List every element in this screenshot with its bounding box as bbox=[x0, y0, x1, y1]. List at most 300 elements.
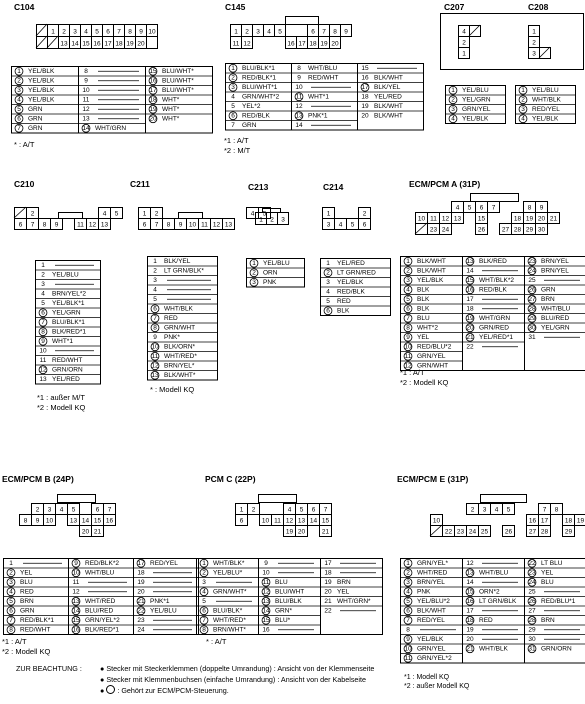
c104-face-cell bbox=[37, 37, 48, 49]
legend-heading: ZUR BEACHTUNG : bbox=[16, 664, 82, 673]
c210-pin-number: 7 bbox=[41, 319, 45, 327]
c104-wire-color: BLU/WHT* bbox=[162, 68, 194, 76]
c104-wire-color: YEL/BLK bbox=[28, 96, 55, 104]
c214-pin-number: 6 bbox=[326, 307, 330, 315]
c211-face-pin-number: 4 bbox=[250, 210, 255, 218]
c210-pin-number: 8 bbox=[41, 328, 45, 336]
c210-pin-number: 6 bbox=[41, 309, 45, 317]
c104-face-pin-number: 3 bbox=[73, 28, 77, 36]
c211-wire-color: PNK* bbox=[164, 334, 180, 342]
ecm_b-pin-number: 20 bbox=[137, 588, 145, 596]
ecm_b-pin-number: 7 bbox=[9, 617, 13, 625]
c104-pin-number: 14 bbox=[82, 125, 90, 133]
c214-wire-color: BLK bbox=[337, 307, 350, 315]
c208-face-cell bbox=[540, 48, 551, 59]
pcm_c-pin-number: 22 bbox=[324, 607, 332, 615]
c211-wire-color: BLK/YEL bbox=[164, 258, 191, 266]
ecm_b-face-pin-number: 14 bbox=[81, 517, 90, 525]
ecm_a-pin-number: 10 bbox=[404, 343, 412, 351]
ecm_b-pin-number: 21 bbox=[137, 598, 145, 606]
ecm_a-wire-color: YEL/GRN bbox=[541, 324, 570, 332]
ecm_a-face-pin-number: 13 bbox=[453, 215, 462, 223]
ecm_b-wire-color: YEL bbox=[20, 569, 33, 577]
c104-note: * : A/T bbox=[14, 140, 35, 149]
ecm_a-pin-number: 19 bbox=[466, 315, 474, 323]
c145-wire-color: RED/BLK*1 bbox=[242, 74, 276, 82]
ecm_a-face-pin-number: 18 bbox=[513, 215, 522, 223]
ecm_b-wire-color: GRN bbox=[20, 607, 35, 615]
c211-face-pin-number: 7 bbox=[154, 221, 159, 229]
pcm_c-face-pin-number: 15 bbox=[321, 517, 330, 525]
c145-face-pin-number: 18 bbox=[309, 40, 317, 48]
ecm_e-pin-number: 22 bbox=[528, 560, 536, 568]
ecm_e-face-pin-number: 17 bbox=[540, 517, 549, 525]
ecm_e-face-pin-number: 8 bbox=[554, 506, 559, 514]
ecm_a-face-pin-number: 5 bbox=[467, 204, 472, 212]
c207-blank-cell-slash bbox=[469, 25, 480, 36]
ecm_b-wire-color: BLU/RED bbox=[85, 607, 114, 615]
ecm_a-face-pin-number: 15 bbox=[477, 215, 486, 223]
c145-pin-number: 9 bbox=[297, 74, 301, 82]
c208-pin-number: 4 bbox=[521, 115, 525, 123]
ecm_e-pin-number: 1 bbox=[406, 560, 410, 568]
c213-wire-color: PNK bbox=[263, 279, 277, 287]
c211-face-pin-number: 13 bbox=[224, 221, 233, 229]
ecm_b-pin-number: 15 bbox=[72, 617, 80, 625]
ecm_b-face-pin-number: 8 bbox=[23, 517, 28, 525]
pcm_c-wire-color: YEL bbox=[337, 588, 350, 596]
c145-pin-number: 4 bbox=[231, 93, 235, 101]
ecm_b-wire-color: BRN bbox=[20, 598, 34, 606]
c104-blank-cell-slash bbox=[36, 24, 47, 36]
ecm_e-pin-number: 2 bbox=[406, 569, 410, 577]
c104-blank-cell-slash bbox=[36, 36, 47, 48]
ecm_a-pin-number: 15 bbox=[466, 277, 474, 285]
ecm_e-pin-number: 25 bbox=[528, 588, 536, 596]
ecm_b-wire-color: BLU bbox=[20, 579, 33, 587]
ecm_e-wire-color: BLK/WHT bbox=[417, 607, 446, 615]
pcm_c-face-pin-number: 14 bbox=[309, 517, 318, 525]
c210-title: C210 bbox=[14, 179, 35, 189]
c145-wire-color: WHT*1 bbox=[308, 93, 329, 101]
c145-pin-number: 12 bbox=[295, 103, 303, 111]
pcm_c-pin-number: 19 bbox=[324, 579, 332, 587]
ecm_b-pin-number: 4 bbox=[9, 588, 13, 596]
c207-face-cell bbox=[470, 26, 481, 37]
c210-wire-color: BLK/RED*1 bbox=[52, 328, 86, 336]
c211-pin-number: 3 bbox=[153, 277, 157, 285]
pcm_c-face-pin-number: 1 bbox=[239, 506, 244, 514]
ecm-a-title: ECM/PCM A (31P) bbox=[409, 179, 481, 189]
c214-wire-color: YEL/RED bbox=[337, 260, 365, 268]
c214-face-pin-number: 4 bbox=[338, 221, 343, 229]
ecm_e-face-pin-number: 7 bbox=[542, 506, 547, 514]
c210-notes: *1 : außer M/T *2 : Modell KQ bbox=[37, 393, 86, 412]
c145-pin-number: 14 bbox=[295, 122, 303, 130]
c214-wire-color: RED/BLK bbox=[337, 288, 365, 296]
c210-face-pin-number: 9 bbox=[54, 221, 59, 229]
c145-lock-tab bbox=[286, 17, 319, 25]
c145-pin-number: 17 bbox=[361, 84, 369, 92]
ecm_a-wire-color: RED/BLU*2 bbox=[417, 343, 452, 351]
c210-face-pin-number: 8 bbox=[42, 221, 47, 229]
ecm_b-wire-color: RED/YEL bbox=[150, 560, 178, 568]
ecm_a-face-pin-number: 4 bbox=[455, 204, 460, 212]
c104-pin-number: 10 bbox=[82, 87, 90, 95]
c145-wire-color: YEL/RED bbox=[374, 93, 402, 101]
ecm_e-pin-number: 26 bbox=[528, 598, 536, 606]
c104-wire-color: BLU/WHT* bbox=[162, 77, 194, 85]
c104-face-pin-number: 17 bbox=[104, 40, 112, 48]
ecm_a-face-pin-number: 30 bbox=[537, 226, 546, 234]
ecm_a-face-pin-number: 7 bbox=[491, 204, 496, 212]
ecm_b-pin-number: 13 bbox=[72, 598, 80, 606]
c210-pin-number: 3 bbox=[41, 281, 45, 289]
c213-title: C213 bbox=[248, 182, 269, 192]
ecm_a-pin-number: 21 bbox=[466, 334, 474, 342]
ecm_e-pin-number: 17 bbox=[466, 607, 474, 615]
ecm_e-pin-number: 4 bbox=[406, 588, 410, 596]
c145-notes: *1 : A/T *2 : M/T bbox=[224, 136, 251, 155]
c104-face-cell bbox=[48, 37, 59, 49]
c104-face-pin-number: 15 bbox=[82, 40, 90, 48]
ecm_a-wire-color: BLK bbox=[417, 286, 430, 294]
ecm_e-face-pin-number: 10 bbox=[432, 517, 441, 525]
c104-pin-number: 3 bbox=[17, 87, 21, 95]
c104-wire-color: GRN bbox=[28, 125, 43, 133]
ecm_e-pin-number: 15 bbox=[466, 588, 474, 596]
c210-blank-cell-slash bbox=[14, 207, 26, 218]
c211-face-pin-number: 9 bbox=[178, 221, 183, 229]
c145-pin-number: 11 bbox=[295, 93, 303, 101]
pcm_c-wire-color: GRN/WHT* bbox=[213, 588, 247, 596]
c104-wire-color: GRN bbox=[28, 106, 43, 114]
filled-dot-icon: ● bbox=[100, 664, 105, 673]
c145-pin-number: 7 bbox=[231, 122, 235, 130]
filled-dot-icon: ● bbox=[100, 675, 105, 684]
ecm_a-pin-number: 12 bbox=[404, 362, 412, 370]
ecm_a-wire-color: RED/BLK bbox=[479, 286, 507, 294]
c104-wire-color: GRN bbox=[28, 115, 43, 123]
c145-face-pin-number: 16 bbox=[287, 40, 295, 48]
pcm_c-face-pin-number: 13 bbox=[297, 517, 306, 525]
c104-blank-cell-slash bbox=[47, 36, 58, 48]
ecm_b-pin-number: 6 bbox=[9, 607, 13, 615]
c207-wire-color: YEL/GRN bbox=[462, 96, 491, 104]
pcm_c-wire-color: WHT/RED* bbox=[213, 617, 246, 625]
c211-wire-color: WHT/BLK bbox=[164, 305, 193, 313]
pcm_c-pin-number: 11 bbox=[262, 579, 270, 587]
pcm_c-wire-color: BLU/BLK* bbox=[213, 607, 243, 615]
ecm_b-pin-number: 12 bbox=[72, 588, 80, 596]
c145-wire-color: RED/WHT bbox=[308, 74, 339, 82]
c208-title: C208 bbox=[528, 2, 549, 12]
c104-title: C104 bbox=[14, 2, 35, 12]
c211-face-pin-number: 1 bbox=[142, 210, 147, 218]
ecm_a-wire-color: GRN/RED bbox=[479, 324, 509, 332]
c210-face-pin-number: 11 bbox=[77, 221, 84, 229]
c214-pin-number: 5 bbox=[326, 298, 330, 306]
ecm_a-pin-number: 30 bbox=[528, 324, 536, 332]
ecm_a-pin-number: 29 bbox=[528, 315, 536, 323]
ecm_e-wire-color: BRN/YEL bbox=[417, 579, 445, 587]
c211-face-pin-number: 10 bbox=[188, 221, 197, 229]
ecm-b-notes: *1 : A/T *2 : Modell KQ bbox=[2, 637, 51, 656]
ecm_e-face-pin-number: 24 bbox=[468, 528, 477, 536]
c211-face-pin-number: 12 bbox=[212, 221, 221, 229]
c145-wire-color: BLK/WHT bbox=[374, 112, 403, 120]
c208-wire-color: YEL/BLK bbox=[532, 115, 559, 123]
c104-pin-number: 2 bbox=[17, 77, 21, 85]
pcm_c-wire-color: YEL/BLU* bbox=[213, 569, 243, 577]
c145-pin-number: 8 bbox=[297, 65, 301, 73]
ecm_e-wire-color: ORN*2 bbox=[479, 588, 500, 596]
ecm_a-face-pin-number: 28 bbox=[513, 226, 522, 234]
ecm_b-pin-number: 10 bbox=[72, 569, 80, 577]
pcm_c-pin-number: 12 bbox=[262, 588, 270, 596]
ecm_a-wire-color: YEL/RED*1 bbox=[479, 334, 513, 342]
pcm_c-pin-number: 21 bbox=[324, 598, 332, 606]
ecm_a-pin-number: 25 bbox=[528, 277, 536, 285]
ecm_a-face-pin-number: 26 bbox=[477, 226, 486, 234]
c211-lock-tab bbox=[179, 213, 203, 219]
ecm_e-pin-number: 7 bbox=[406, 617, 410, 625]
pcm_c-pin-number: 1 bbox=[202, 560, 206, 568]
pcm_c-pin-number: 6 bbox=[202, 607, 206, 615]
ecm_b-pin-number: 9 bbox=[74, 560, 78, 568]
c104-pin-number: 8 bbox=[84, 68, 88, 76]
ecm_a-wire-color: WHT/BLU bbox=[541, 305, 571, 313]
ecm_e-wire-color: GRN/YEL* bbox=[417, 560, 449, 568]
ecm_a-wire-color: BLU bbox=[417, 315, 430, 323]
ecm_a-pin-number: 28 bbox=[528, 305, 536, 313]
c145-pin-number: 1 bbox=[231, 65, 235, 73]
c211-pin-number: 7 bbox=[153, 315, 157, 323]
ecm_b-face-pin-number: 21 bbox=[93, 528, 102, 536]
c104-face-pin-number: 10 bbox=[148, 28, 156, 36]
ecm_a-pin-number: 4 bbox=[406, 286, 410, 294]
ecm_e-pin-number: 6 bbox=[406, 607, 410, 615]
ecm_e-face-pin-number: 2 bbox=[470, 506, 475, 514]
c208-blank-cell-slash bbox=[539, 47, 550, 58]
pcm_c-wire-color: WHT/GRN* bbox=[337, 598, 371, 606]
ecm_a-pin-number: 22 bbox=[466, 343, 474, 351]
ecm_b-face-pin-number: 6 bbox=[95, 506, 100, 514]
ecm_b-wire-color: RED/WHT bbox=[20, 626, 51, 634]
c210-face-pin-number: 7 bbox=[30, 221, 35, 229]
ecm_e-pin-number: 21 bbox=[466, 645, 474, 653]
ecm_b-wire-color: YEL/BLU bbox=[150, 607, 177, 615]
c213-wire-color: YEL/BLU bbox=[263, 260, 290, 268]
c145-face-pin-number: 19 bbox=[320, 40, 328, 48]
c145-face-pin-number: 4 bbox=[267, 28, 271, 36]
c145-wire-color: BLU/BLK*1 bbox=[242, 65, 275, 73]
c104-pin-number: 15 bbox=[149, 68, 157, 76]
c145-face-pin-number: 6 bbox=[311, 28, 315, 36]
pcm_c-pin-number: 18 bbox=[324, 569, 332, 577]
ecm_e-wire-color: WHT/RED bbox=[417, 569, 448, 577]
ecm_e-pin-number: 11 bbox=[404, 655, 412, 663]
ecm_e-wire-color: GRN/YEL*2 bbox=[417, 655, 452, 663]
ecm_b-pin-number: 18 bbox=[137, 569, 145, 577]
ecm-e-title: ECM/PCM E (31P) bbox=[397, 474, 469, 484]
c210-wire-color: WHT*1 bbox=[52, 338, 73, 346]
c210-pin-number: 9 bbox=[41, 338, 45, 346]
c210-pin-number: 10 bbox=[39, 347, 47, 355]
ecm_e-pin-number: 20 bbox=[466, 636, 474, 644]
c145-pin-number: 19 bbox=[361, 103, 369, 111]
ecm_e-blank-cell-slash bbox=[430, 525, 442, 536]
ecm_a-face-pin-number: 24 bbox=[441, 226, 450, 234]
c211-wire-color: BRN/YEL* bbox=[164, 362, 195, 370]
ecm_e-wire-color: RED/BLU*1 bbox=[541, 598, 576, 606]
c145-wire-color: GRN bbox=[242, 122, 257, 130]
ecm_a-pin-number: 5 bbox=[406, 296, 410, 304]
pcm_c-wire-color: BLU/BLK bbox=[275, 598, 302, 606]
c210-wire-color: BRN/YEL*2 bbox=[52, 290, 86, 298]
pcm_c-wire-color: BRN/WHT* bbox=[213, 626, 246, 634]
ecm_e-pin-number: 10 bbox=[404, 645, 412, 653]
c211-face-pin-number: 2 bbox=[154, 210, 159, 218]
c145-face-pin-number: 1 bbox=[234, 28, 238, 36]
ecm_e-face-pin-number: 16 bbox=[528, 517, 537, 525]
ecm_e-pin-number: 5 bbox=[406, 598, 410, 606]
c104-pin-number: 4 bbox=[17, 96, 21, 104]
ecm_a-pin-number: 26 bbox=[528, 286, 536, 294]
c210-pin-number: 2 bbox=[41, 271, 45, 279]
c208-wire-color: WHT/BLK bbox=[532, 96, 561, 104]
ecm_e-pin-number: 24 bbox=[528, 579, 536, 587]
ecm_e-pin-number: 18 bbox=[466, 617, 474, 625]
ecm_b-pin-number: 23 bbox=[137, 617, 145, 625]
c207-wire-color: YEL/BLU bbox=[462, 87, 489, 95]
c210-lock-tab bbox=[59, 213, 83, 219]
ecm-a-notes: *1 : A/T *2 : Modell KQ bbox=[400, 368, 449, 387]
pcm_c-pin-number: 16 bbox=[262, 626, 270, 634]
c211-pin-number: 6 bbox=[153, 305, 157, 313]
ecm_a-pin-number: 24 bbox=[528, 267, 536, 275]
c207-pin-number: 2 bbox=[451, 96, 455, 104]
pcm_c-wire-color: BLU* bbox=[275, 617, 291, 625]
c214-pin-number: 4 bbox=[326, 288, 330, 296]
ecm_a-pin-number: 18 bbox=[466, 305, 474, 313]
ecm_b-wire-color: RED bbox=[20, 588, 34, 596]
ecm_a-wire-color: BLK/WHT bbox=[417, 267, 446, 275]
c211-pin-number: 9 bbox=[153, 334, 157, 342]
ecm_a-pin-number: 23 bbox=[528, 258, 536, 266]
c145-face-pin-number: 11 bbox=[232, 40, 240, 48]
pcm_c-face-pin-number: 2 bbox=[251, 506, 256, 514]
ecm_e-face-pin-number: 18 bbox=[564, 517, 573, 525]
ecm_e-pin-number: 16 bbox=[466, 598, 474, 606]
c104-wire-color: YEL/BLK bbox=[28, 87, 55, 95]
c145-pin-number: 18 bbox=[361, 93, 369, 101]
ecm_e-face-pin-number: 23 bbox=[456, 528, 465, 536]
c104-pin-number: 12 bbox=[82, 106, 90, 114]
c213-face-pin-number: 2 bbox=[270, 216, 274, 224]
c211-face-pin-number: 11 bbox=[201, 221, 208, 229]
c210-pin-number: 4 bbox=[41, 290, 45, 298]
c104-wire-color: WHT/GRN bbox=[95, 125, 127, 133]
c145-face-pin-number: 7 bbox=[322, 28, 326, 36]
ecm_e-pin-number: 23 bbox=[528, 569, 536, 577]
ecm_b-pin-number: 24 bbox=[137, 626, 145, 634]
c213-pin-number: 1 bbox=[252, 260, 256, 268]
ecm_a-wire-color: GRN/YEL bbox=[417, 353, 446, 361]
pcm_c-pin-number: 13 bbox=[262, 598, 270, 606]
pcm_c-wire-color: BLU/WHT bbox=[275, 588, 305, 596]
c210-pin-number: 1 bbox=[41, 262, 45, 270]
c145-pin-number: 5 bbox=[231, 103, 235, 111]
c207-wire-color: GRN/YEL bbox=[462, 106, 491, 114]
c145-wire-color: BLK/YEL bbox=[374, 84, 401, 92]
c208-pin-number: 2 bbox=[521, 96, 525, 104]
ecm_e-wire-color: YEL/BLU*2 bbox=[417, 598, 450, 606]
c145-wire-color: BLU/WHT*1 bbox=[242, 84, 278, 92]
ecm_a-wire-color: WHT/BLK*2 bbox=[479, 277, 515, 285]
c145-face-pin-number: 9 bbox=[344, 28, 348, 36]
ecm_a-face-pin-number: 20 bbox=[537, 215, 546, 223]
c145-pin-number: 20 bbox=[361, 112, 369, 120]
ecm_a-wire-color: WHT/GRN bbox=[479, 315, 511, 323]
c210-face-pin-number: 13 bbox=[100, 221, 109, 229]
ecm_e-face-pin-number: 5 bbox=[506, 506, 511, 514]
ecm_a-face-pin-number: 8 bbox=[527, 204, 532, 212]
ecm_e-face-pin-number: 4 bbox=[494, 506, 499, 514]
ecm_a-pin-number: 17 bbox=[466, 296, 474, 304]
ecm_e-wire-color: BLU bbox=[541, 579, 554, 587]
c214-face-pin-number: 6 bbox=[362, 221, 367, 229]
c104-wire-color: WHT* bbox=[162, 96, 180, 104]
c145-face-pin-number: 12 bbox=[243, 40, 251, 48]
ecm_b-pin-number: 3 bbox=[9, 579, 13, 587]
c145-wire-color: RED/BLK bbox=[242, 112, 270, 120]
ecm_b-pin-number: 17 bbox=[137, 560, 145, 568]
ecm-e-notes: *1 : Modell KQ *2 : außer Modell KQ bbox=[404, 674, 470, 690]
pcm_c-wire-color: GRN* bbox=[275, 607, 292, 615]
ecm_b-face-pin-number: 3 bbox=[47, 506, 52, 514]
ecm_a-pin-number: 13 bbox=[466, 258, 474, 266]
ecm_e-pin-number: 19 bbox=[466, 626, 474, 634]
c211-wire-color: RED bbox=[164, 315, 178, 323]
ecm_a-pin-number: 6 bbox=[406, 305, 410, 313]
pcm_c-wire-color: WHT/BLK* bbox=[213, 560, 245, 568]
ecm_e-wire-color: LT BLU bbox=[541, 560, 563, 568]
ecm_e-wire-color: RED/YEL bbox=[417, 617, 445, 625]
ecm_b-wire-color: WHT/RED bbox=[85, 598, 116, 606]
ecm_b-wire-color: GRN/YEL*2 bbox=[85, 617, 120, 625]
ecm_a-face-cell bbox=[416, 224, 428, 235]
pcm_c-pin-number: 14 bbox=[262, 607, 270, 615]
c213-wire-color: ORN bbox=[263, 269, 278, 277]
c104-wire-color: BLU/WHT* bbox=[162, 87, 194, 95]
ecm_e-pin-number: 14 bbox=[466, 579, 474, 587]
ecm_e-wire-color: YEL bbox=[541, 569, 554, 577]
ecm_e-wire-color: LT GRN/BLK bbox=[479, 598, 517, 606]
c210-wire-color: RED/WHT bbox=[52, 357, 83, 365]
ecm_b-face-pin-number: 10 bbox=[45, 517, 54, 525]
ecm_a-pin-number: 2 bbox=[406, 267, 410, 275]
c210-pin-number: 5 bbox=[41, 300, 45, 308]
ecm_b-face-pin-number: 15 bbox=[93, 517, 102, 525]
ecm_a-pin-number: 7 bbox=[406, 315, 410, 323]
ecm_e-face-pin-number: 28 bbox=[540, 528, 549, 536]
c211-table-column bbox=[148, 257, 218, 381]
c214-wire-color: RED bbox=[337, 298, 351, 306]
c214-face-pin-number: 2 bbox=[362, 210, 367, 218]
ecm_a-face-pin-number: 9 bbox=[539, 204, 544, 212]
ecm_a-pin-number: 27 bbox=[528, 296, 536, 304]
